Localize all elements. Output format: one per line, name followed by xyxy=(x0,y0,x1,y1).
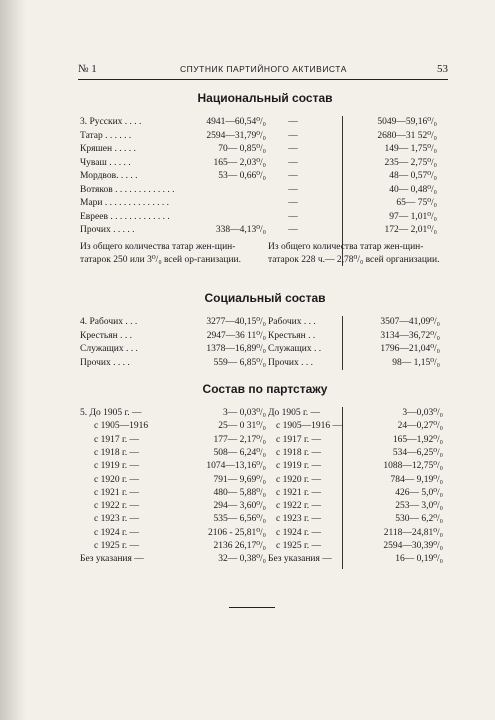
tenure-row-value-right: 2118—24,81⁰/₀ xyxy=(383,527,443,538)
tenure-row-name-right: с 1919 г. — xyxy=(276,461,322,472)
national-row-value-left: 338—4,13⁰/₀ xyxy=(215,225,266,235)
dash-mark: — xyxy=(288,144,298,154)
journal-title: СПУТНИК ПАРТИЙНОГО АКТИВИСТА xyxy=(180,64,347,74)
national-row-name: Прочих . . . . . xyxy=(80,225,135,235)
national-row-value-left: 4941—60,54⁰/₀ xyxy=(206,117,266,127)
national-row-value-right: 2680—31 52⁰/₀ xyxy=(377,130,437,141)
national-note-left: Из общего количества татар жен-щин-татарок 250 или 3⁰/₀ всей ор-ганизации. xyxy=(80,242,241,265)
social-row-name-right: Рабочих . . . xyxy=(268,317,316,327)
social-row-value-right: 3134—36,72⁰/₀ xyxy=(380,330,440,341)
national-row-value-right: 40— 0,48⁰/₀ xyxy=(389,184,437,195)
social-row-value-right: 1796—21,04⁰/₀ xyxy=(380,344,440,354)
national-row-value-left: 2594—31,79⁰/₀ xyxy=(206,130,266,141)
national-note-right: Из общего количества татар жен-щин-татарок 228 ч.— 2,78⁰/₀ всей организации. xyxy=(268,242,440,265)
national-row-value-right: 5049—59,16⁰/₀ xyxy=(377,117,437,127)
tenure-row-value-left: 480— 5,88⁰/₀ xyxy=(213,487,266,498)
national-row-value-right: 235— 2,75⁰/₀ xyxy=(384,157,437,168)
national-row-name: 3. Русских . . . . xyxy=(80,117,142,127)
tenure-row-name-left: с 1917 г. — xyxy=(94,434,140,445)
tenure-row-value-right: 530— 6,2⁰/₀ xyxy=(395,514,443,525)
tenure-row-value-left: 2106 - 25,81⁰/₀ xyxy=(207,527,266,538)
tenure-row-name-right: с 1920 г. — xyxy=(276,474,322,485)
tenure-row-value-left: 535— 6,56⁰/₀ xyxy=(213,514,266,525)
tenure-row-value-right: 3—0,03⁰/₀ xyxy=(402,408,443,418)
tenure-row-value-right: 426— 5,0⁰/₀ xyxy=(395,487,443,498)
national-row-value-left: 165— 2,03⁰/₀ xyxy=(213,157,266,168)
social-row-name-left: Прочих . . . . xyxy=(80,357,130,368)
national-row-value-right: 48— 0,57⁰/₀ xyxy=(389,171,437,181)
tenure-row-value-left: 3— 0,03⁰/₀ xyxy=(222,408,266,418)
dash-mark: — xyxy=(288,184,298,195)
tenure-table xyxy=(80,407,450,572)
tenure-row-name-right: с 1924 г. — xyxy=(276,527,322,538)
tenure-row-name-left: с 1922 г. — xyxy=(94,501,140,512)
tenure-row-name-right: с 1921 г. — xyxy=(276,487,322,498)
national-title: Национальный состав xyxy=(197,91,333,105)
dash-mark: — xyxy=(288,130,298,141)
tenure-row-name-right: с 1918 г. — xyxy=(276,447,322,458)
header-rule xyxy=(78,79,448,80)
social-row-value-left: 559— 6,85⁰/₀ xyxy=(213,357,266,368)
national-row-name: Вотяков . . . . . . . . . . . . . xyxy=(80,184,175,195)
social-row-name-left: 4. Рабочих . . . xyxy=(80,317,138,327)
social-row-value-right: 98— 1,15⁰/₀ xyxy=(392,357,440,368)
tenure-row-value-right: 1088—12,75⁰/₀ xyxy=(383,461,443,472)
tenure-row-value-right: 784— 9,19⁰/₀ xyxy=(390,474,443,485)
social-row-name-right: Прочих . . . xyxy=(268,357,313,368)
tenure-row-value-left: 25— 0 31⁰/₀ xyxy=(218,421,266,432)
tenure-row-name-left: Без указания — xyxy=(80,554,144,565)
social-row-name-left: Крестьян . . . xyxy=(80,330,132,341)
national-row-name: Евреев . . . . . . . . . . . . . xyxy=(80,211,170,222)
end-rule xyxy=(229,607,275,608)
tenure-row-value-left: 791— 9,69⁰/₀ xyxy=(213,474,266,485)
social-row-name-left: Служащих . . . xyxy=(80,344,138,354)
national-row-name: Кряшен . . . . . xyxy=(80,144,136,154)
national-row-value-right: 149— 1,75⁰/₀ xyxy=(384,144,437,154)
tenure-row-name-left: 5. До 1905 г. — xyxy=(80,408,142,418)
tenure-row-value-right: 253— 3,0⁰/₀ xyxy=(395,501,443,512)
tenure-row-value-right: 534—6,25⁰/₀ xyxy=(392,447,443,458)
social-table xyxy=(80,316,450,372)
dash-mark: — xyxy=(288,157,298,168)
tenure-row-value-left: 177— 2,17⁰/₀ xyxy=(213,434,266,445)
page-number: 53 xyxy=(437,63,448,75)
tenure-row-name-left: с 1905—1916 xyxy=(94,421,149,432)
issue-number: № 1 xyxy=(78,63,97,75)
tenure-row-name-right: До 1905 г. — xyxy=(268,408,321,418)
tenure-row-name-left: с 1923 г. — xyxy=(94,514,140,525)
tenure-row-value-left: 294— 3,60⁰/₀ xyxy=(213,501,266,512)
social-row-value-right: 3507—41,09⁰/₀ xyxy=(380,317,440,327)
dash-mark: — xyxy=(288,225,298,235)
tenure-row-name-left: с 1921 г. — xyxy=(94,487,140,498)
tenure-row-name-left: с 1918 г. — xyxy=(94,447,140,458)
social-row-value-left: 3277—40,15⁰/₀ xyxy=(206,317,266,327)
national-row-name: Татар . . . . . . xyxy=(80,130,132,141)
tenure-row-name-left: с 1925 г. — xyxy=(94,541,140,551)
social-title: Социальный состав xyxy=(204,291,326,305)
tenure-row-name-right: с 1925 г. — xyxy=(276,541,322,551)
tenure-row-value-right: 24—0,27⁰/₀ xyxy=(397,421,443,432)
national-row-value-right: 97— 1,01⁰/₀ xyxy=(389,211,437,222)
social-row-name-right: Крестьян . . xyxy=(268,330,316,341)
column-divider xyxy=(342,407,343,569)
national-row-name: Чуваш . . . . . xyxy=(80,157,131,168)
dash-mark: — xyxy=(288,198,298,208)
tenure-row-value-left: 2136 26,17⁰/₀ xyxy=(213,541,266,551)
national-row-value-right: 65— 75⁰/₀ xyxy=(396,198,437,208)
tenure-row-name-left: с 1919 г. — xyxy=(94,461,140,472)
tenure-row-name-right: с 1922 г. — xyxy=(276,501,322,512)
tenure-row-name-right: Без указания — xyxy=(268,554,332,565)
tenure-row-value-left: 508— 6,24⁰/₀ xyxy=(213,447,266,458)
dash-mark: — xyxy=(288,117,298,127)
tenure-row-name-right: с 1923 г. — xyxy=(276,514,322,525)
national-table xyxy=(80,116,450,291)
tenure-title: Состав по партстажу xyxy=(202,382,328,396)
tenure-row-value-right: 16— 0,19⁰/₀ xyxy=(395,554,443,565)
national-row-name: Мордвов. . . . . xyxy=(80,171,138,181)
dash-mark: — xyxy=(288,211,298,222)
tenure-row-value-right: 165—1,92⁰/₀ xyxy=(392,434,443,445)
tenure-row-name-left: с 1920 г. — xyxy=(94,474,140,485)
tenure-row-name-right: с 1905—1916 — xyxy=(276,421,342,432)
page-spine-shadow xyxy=(0,0,26,720)
tenure-row-value-left: 32— 0,38⁰/₀ xyxy=(218,554,266,565)
national-row-value-left: 53— 0,66⁰/₀ xyxy=(218,171,266,181)
tenure-row-value-right: 2594—30,39⁰/₀ xyxy=(383,541,443,551)
tenure-row-value-left: 1074—13,16⁰/₀ xyxy=(206,461,266,472)
social-row-value-left: 1378—16,89⁰/₀ xyxy=(206,344,266,354)
tenure-row-name-right: с 1917 г. — xyxy=(276,434,322,445)
national-row-name: Мари . . . . . . . . . . . . . . xyxy=(80,198,169,208)
running-head xyxy=(78,63,448,77)
national-row-value-left: 70— 0,85⁰/₀ xyxy=(218,144,266,154)
tenure-row-name-left: с 1924 г. — xyxy=(94,527,140,538)
social-row-name-right: Служащих . . xyxy=(268,344,322,354)
dash-mark: — xyxy=(288,171,298,181)
national-row-value-right: 172— 2,01⁰/₀ xyxy=(384,225,437,235)
social-row-value-left: 2947—36 11⁰/₀ xyxy=(206,330,266,341)
